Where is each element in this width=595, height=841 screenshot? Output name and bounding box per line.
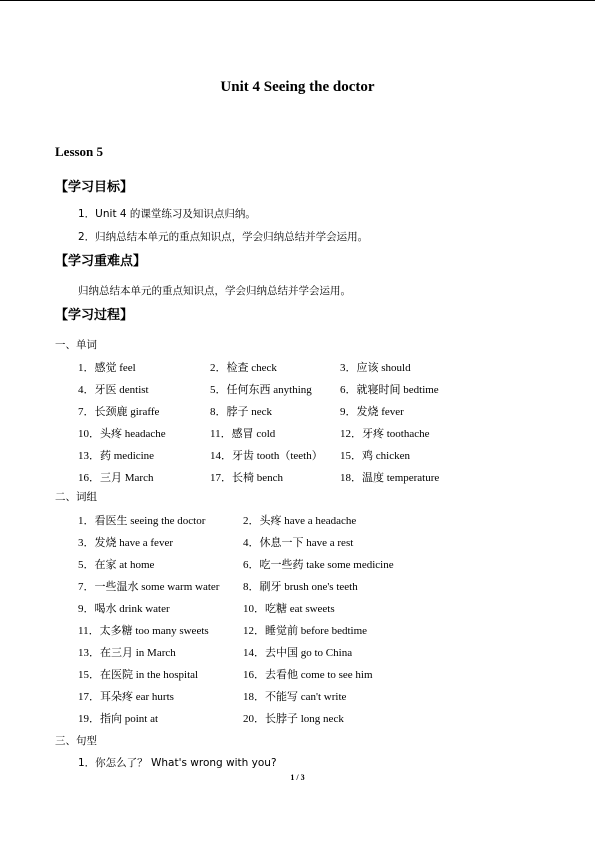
word-row [0,469,595,485]
phrase-entry: 15．在医院 in the hospital [78,669,199,681]
word-entry: 7．长颈鹿 giraffe [78,406,160,418]
phrase-row [0,644,595,660]
key-points-heading: 【学习重难点】 [55,254,147,269]
phrases-heading: 二、词组 [55,491,97,503]
phrase-row [0,688,595,704]
phrase-entry: 14．去中国 go to China [243,647,353,659]
phrase-row [0,534,595,550]
phrase-entry: 13．在三月 in March [78,647,176,659]
phrase-entry: 7．一些温水 some warm water [78,581,220,593]
phrase-entry: 4．休息一下 have a rest [243,537,354,549]
word-row [0,359,595,375]
phrase-entry: 11．太多糖 too many sweets [78,625,209,637]
phrase-row [0,556,595,572]
word-entry: 3．应该 should [340,362,411,374]
phrase-row [0,666,595,682]
word-row [0,381,595,397]
phrase-entry: 17．耳朵疼 ear hurts [78,691,174,703]
word-entry: 17．长椅 bench [210,472,284,484]
lesson-heading: Lesson 5 [55,144,104,159]
word-entry: 9．发烧 fever [340,406,404,418]
word-entry: 2．检查 check [210,362,277,374]
word-row [0,403,595,419]
phrase-row [0,622,595,638]
goals-heading: 【学习目标】 [55,180,134,195]
phrase-entry: 1．看医生 seeing the doctor [78,515,206,527]
phrase-entry: 6．吃一些药 take some medicine [243,559,394,571]
word-entry: 14．牙齿 tooth（teeth） [210,450,323,462]
phrase-entry: 5．在家 at home [78,559,155,571]
phrase-entry: 16．去看他 come to see him [243,669,373,681]
words-heading: 一、单词 [55,339,97,351]
word-entry: 12．牙疼 toothache [340,428,430,440]
phrase-row [0,710,595,726]
phrase-row [0,578,595,594]
page-number: 1 / 3 [290,773,305,782]
phrase-entry: 12．睡觉前 before bedtime [243,625,368,637]
phrase-entry: 9．喝水 drink water [78,603,170,615]
phrase-entry: 8．刷牙 brush one's teeth [243,581,358,593]
word-entry: 15．鸡 chicken [340,450,410,462]
sentences-heading: 三、句型 [55,735,97,747]
word-entry: 6．就寝时间 bedtime [340,384,439,396]
phrase-entry: 18．不能写 can't write [243,691,347,703]
word-row [0,425,595,441]
phrase-row [0,600,595,616]
word-entry: 18．温度 temperature [340,472,440,484]
word-entry: 8．脖子 neck [210,406,273,418]
phrase-entry: 10．吃糖 eat sweets [243,603,335,615]
word-entry: 13．药 medicine [78,450,155,462]
word-entry: 4．牙医 dentist [78,384,149,396]
top-rule [0,0,595,1]
process-heading: 【学习过程】 [55,308,134,323]
word-entry: 16．三月 March [78,472,154,484]
word-entry: 5．任何东西 anything [210,384,312,396]
goal-item: 1．Unit 4 的课堂练习及知识点归纳。 [78,208,256,220]
phrase-entry: 3．发烧 have a fever [78,537,173,549]
sentence-item: 1．你怎么了？ What's wrong with you? [78,757,277,769]
phrase-row [0,512,595,528]
key-points-text: 归纳总结本单元的重点知识点，学会归纳总结并学会运用。 [78,285,351,297]
goal-item: 2．归纳总结本单元的重点知识点，学会归纳总结并学会运用。 [78,231,369,243]
phrase-entry: 20．长脖子 long neck [243,713,344,725]
phrase-entry: 2．头疼 have a headache [243,515,357,527]
word-entry: 10．头疼 headache [78,428,166,440]
word-entry: 11．感冒 cold [210,428,276,440]
word-entry: 1．感觉 feel [78,362,136,374]
phrase-entry: 19．指向 point at [78,713,159,725]
word-row [0,447,595,463]
page-title: Unit 4 Seeing the doctor [220,79,375,95]
